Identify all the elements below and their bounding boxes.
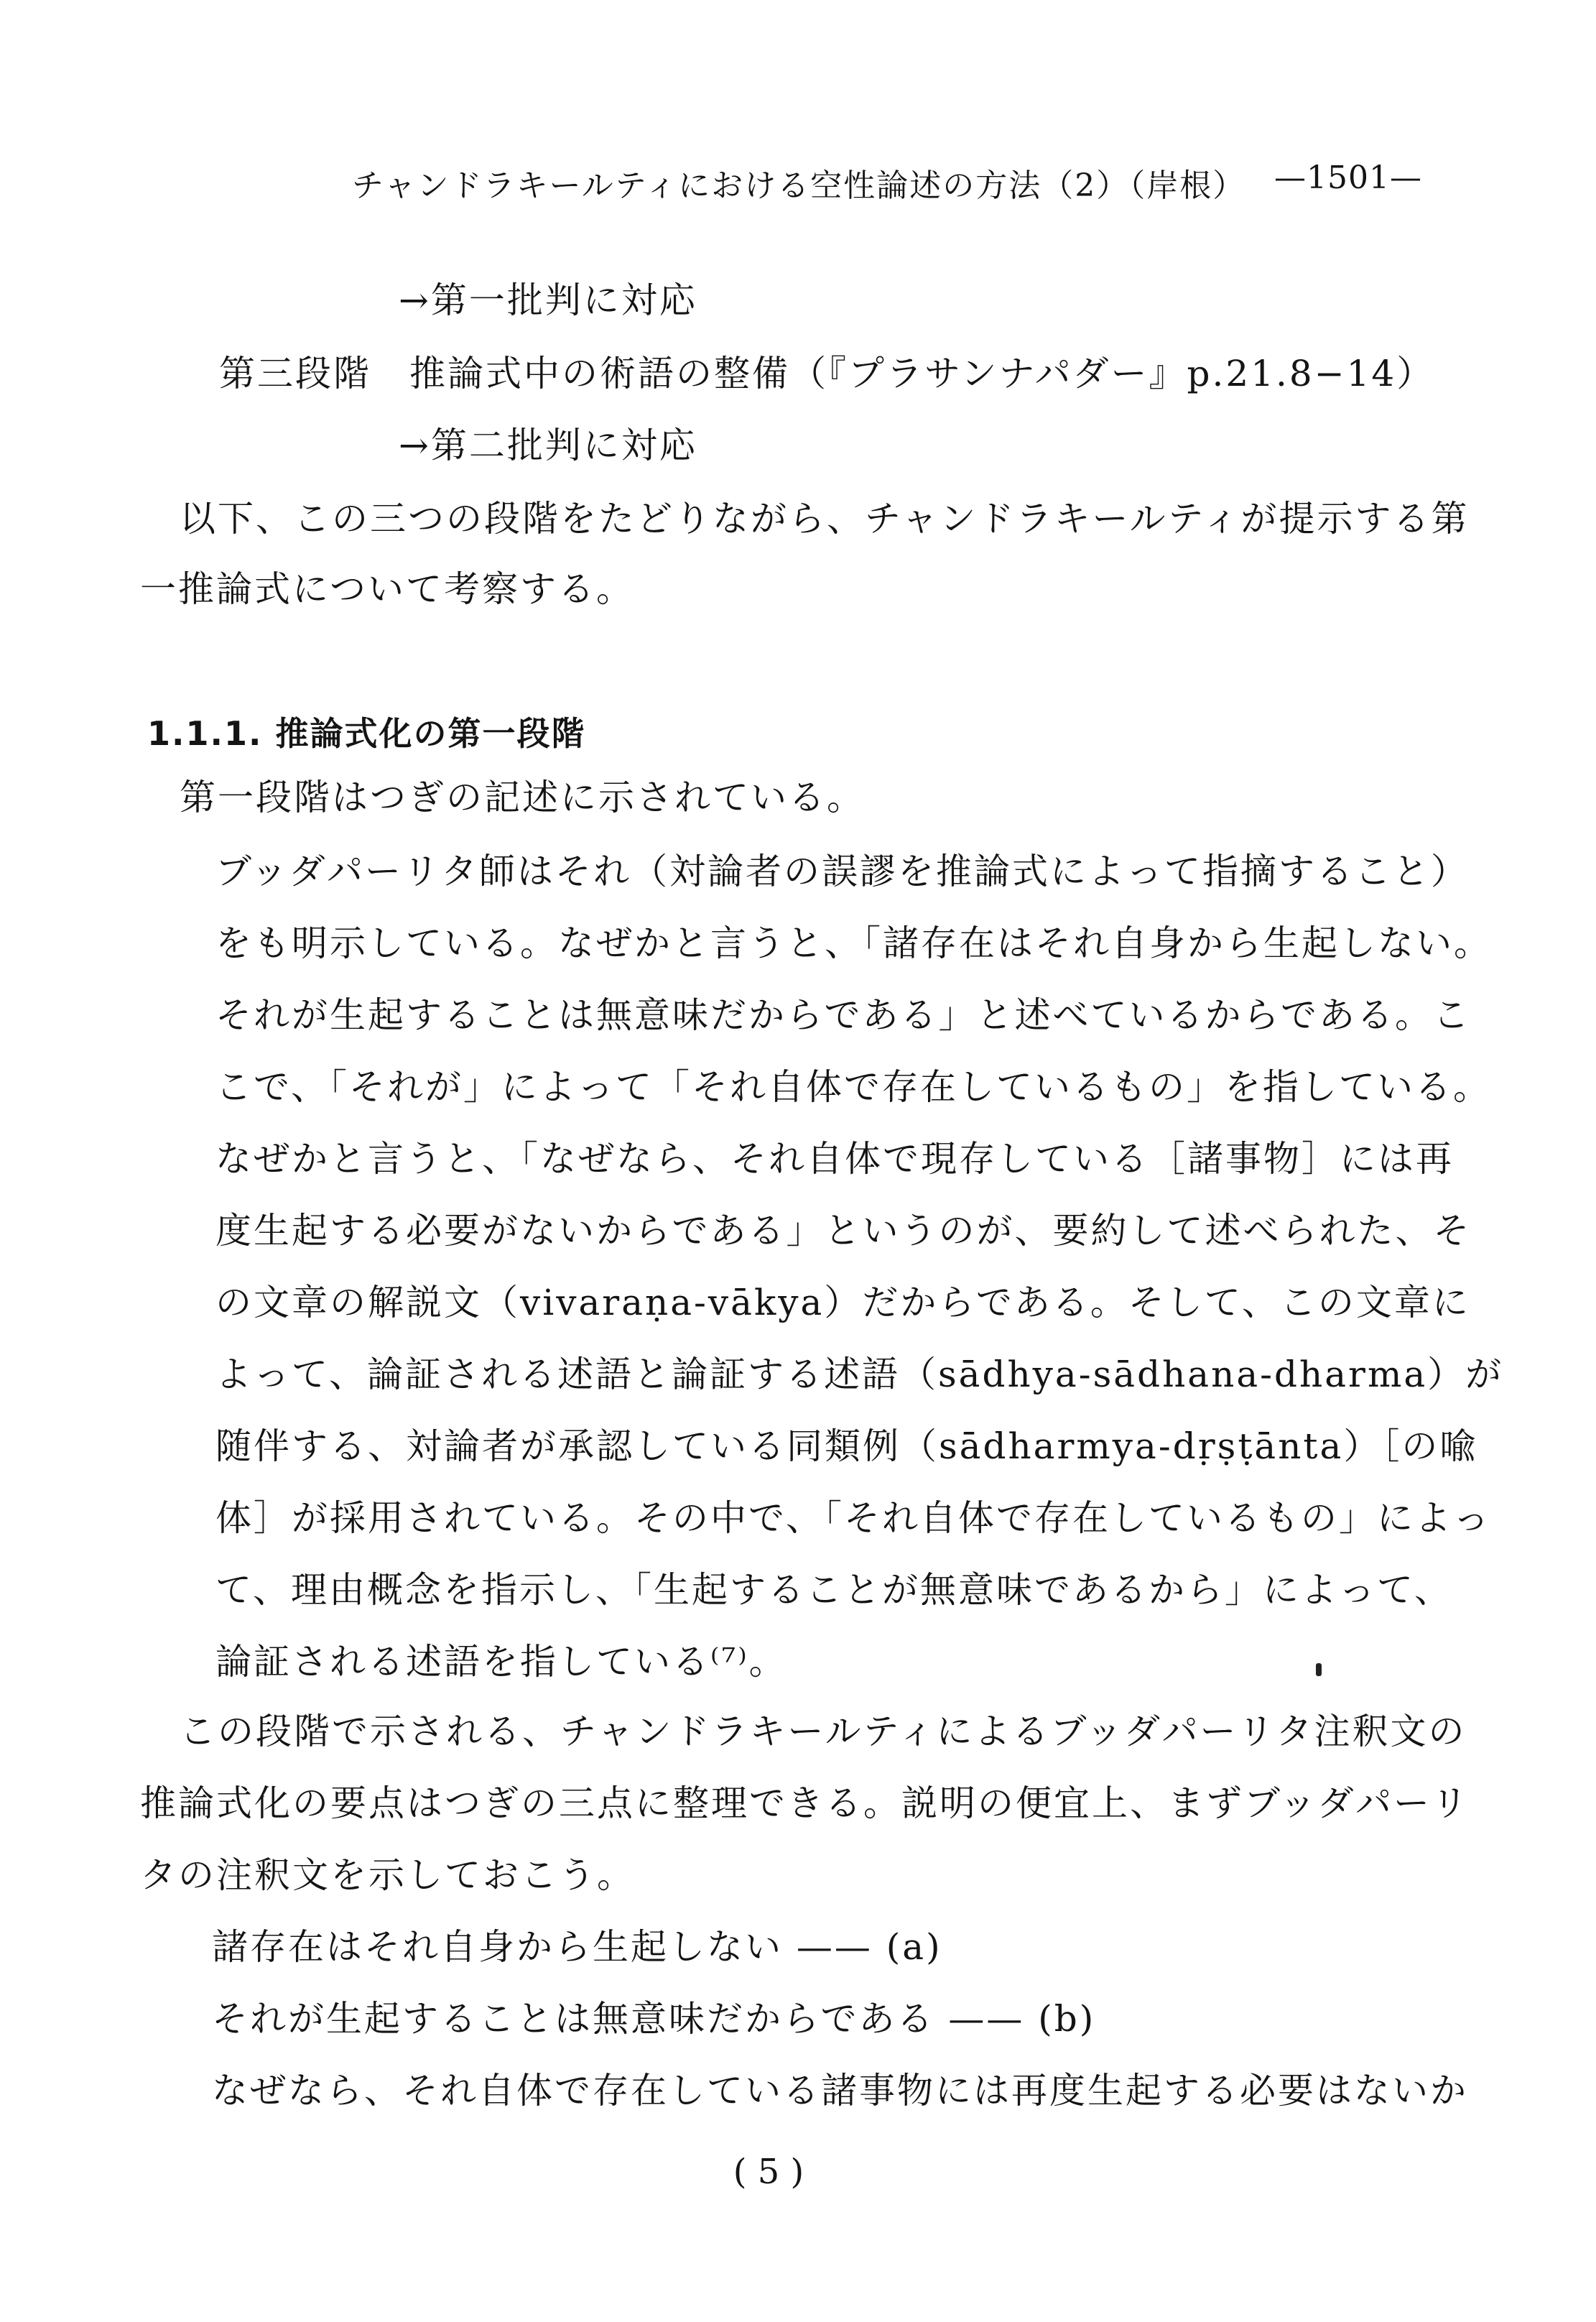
- quote-line: それが生起することは無意味だからである」と述べているからである。こ: [215, 994, 1471, 1036]
- page-number: ( 5 ): [733, 2152, 804, 2192]
- body-line: 一推論式について考察する。: [140, 568, 634, 610]
- quote-line: 随伴する、対論者が承認している同類例（sādharmya-dṛṣṭānta）［の喩: [215, 1425, 1478, 1467]
- list-line: 諸存在はそれ自身から生起しない —— (a): [212, 1926, 942, 1968]
- body-line: 第三段階 推論式中の術語の整備（『プラサンナパダー』p.21.8−14）: [219, 353, 1435, 394]
- quote-line: ブッダパーリタ師はそれ（対論者の誤謬を推論式によって指摘すること）: [215, 851, 1469, 892]
- body-line: →第二批判に対応: [399, 425, 697, 466]
- body-line: 推論式化の要点はつぎの三点に整理できる。説明の便宜上、まずブッダパーリ: [140, 1782, 1470, 1824]
- header-title: チャンドラキールティにおける空性論述の方法（2）（岸根）: [352, 167, 1246, 204]
- quote-line: こで、「それが」によって「それ自体で存在しているもの」を指している。: [215, 1066, 1491, 1108]
- list-line: なぜなら、それ自体で存在している諸事物には再度生起する必要はないか: [212, 2070, 1468, 2111]
- intro-line: 第一段階はつぎの記述に示されている。: [180, 777, 865, 818]
- quote-line: 度生起する必要がないからである」というのが、要約して述べられた、そ: [215, 1210, 1472, 1252]
- quote-line: をも明示している。なぜかと言うと、「諸存在はそれ自身から生起しない。: [215, 922, 1492, 964]
- body-line: タの注釈文を示しておこう。: [140, 1854, 635, 1896]
- quote-line: 体］が採用されている。その中で、「それ自体で存在しているもの」によっ: [215, 1497, 1491, 1539]
- quote-line: なぜかと言うと、「なぜなら、それ自体で現存している［諸事物］には再: [215, 1138, 1454, 1180]
- body-line: この段階で示される、チャンドラキールティによるブッダパーリタ注釈文の: [180, 1711, 1467, 1752]
- running-header: [352, 159, 1422, 210]
- quote-line: の文章の解説文（vivaraṇa-vākya）だからである。そして、この文章に: [215, 1282, 1470, 1323]
- header-page-ref: —1501—: [1274, 159, 1422, 196]
- body-line: →第一批判に対応: [399, 279, 697, 321]
- scan-speck: [1316, 1663, 1322, 1676]
- body-line: 以下、この三つの段階をたどりながら、チャンドラキールティが提示する第: [180, 498, 1470, 540]
- list-line: それが生起することは無意味だからである —— (b): [212, 1998, 1096, 2040]
- quote-line: て、理由概念を指示し、「生起することが無意味であるから」によって、: [215, 1569, 1452, 1611]
- quote-line: よって、論証される述語と論証する述語（sādhya-sādhana-dharma）が: [215, 1354, 1504, 1395]
- section-heading: 1.1.1. 推論式化の第一段階: [147, 714, 586, 753]
- quote-line: 論証される述語を指している⁽⁷⁾。: [215, 1641, 787, 1683]
